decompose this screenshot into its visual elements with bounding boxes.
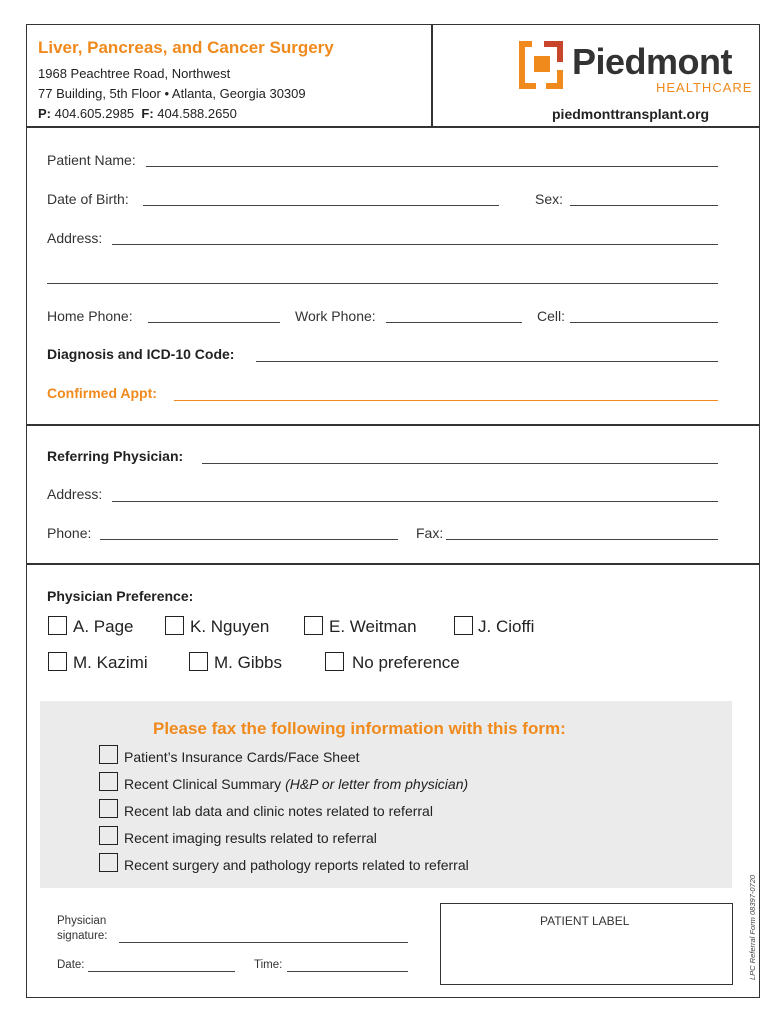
option-a-page: A. Page [73, 617, 134, 636]
confirmed-appt-label: Confirmed Appt: [47, 385, 157, 401]
referring-address-label: Address: [47, 486, 103, 502]
section-divider-2 [26, 563, 760, 565]
referring-fax-field[interactable] [446, 539, 718, 540]
option-m-gibbs: M. Gibbs [214, 653, 283, 672]
date-label: Date: [57, 959, 85, 971]
option-k-nguyen: K. Nguyen [190, 617, 270, 636]
sex-field[interactable] [570, 205, 718, 206]
time-field[interactable] [287, 971, 408, 972]
phone-label: P: [38, 106, 51, 121]
address-line-2: 77 Building, 5th Floor • Atlanta, Georgia 30309 [38, 86, 306, 101]
checkbox-lab-data[interactable] [99, 799, 118, 818]
patient-address-field[interactable] [112, 244, 718, 245]
confirmed-appt-field[interactable] [174, 400, 718, 401]
address-line-1: 1968 Peachtree Road, Northwest [38, 66, 231, 81]
signature-label-1: Physician [57, 915, 107, 927]
fax-info-title: Please fax the following information with this form: [153, 719, 566, 738]
checkbox-a-page[interactable] [48, 616, 67, 635]
checkbox-surgery-reports[interactable] [99, 853, 118, 872]
referring-address-field[interactable] [112, 501, 718, 502]
date-field[interactable] [88, 971, 235, 972]
patient-address-field-2[interactable] [47, 283, 718, 284]
patient-label-title: PATIENT LABEL [540, 914, 630, 928]
checkbox-imaging-results[interactable] [99, 826, 118, 845]
dob-label: Date of Birth: [47, 191, 129, 207]
fax-item-clinical-summary-note: (H&P or letter from physician) [285, 776, 469, 792]
work-phone-field[interactable] [386, 322, 522, 323]
fax-item-insurance-cards: Patient’s Insurance Cards/Face Sheet [124, 749, 360, 765]
checkbox-m-gibbs[interactable] [189, 652, 208, 671]
website-link[interactable]: piedmonttransplant.org [552, 106, 710, 122]
work-phone-label: Work Phone: [295, 308, 376, 324]
diagnosis-field[interactable] [256, 361, 718, 362]
phone-fax-line [38, 104, 334, 124]
option-e-weitman: E. Weitman [329, 617, 417, 636]
referring-physician-label: Referring Physician: [47, 448, 184, 464]
fax-item-clinical-summary-label: Recent Clinical Summary [124, 776, 282, 792]
diagnosis-label: Diagnosis and ICD-10 Code: [47, 346, 235, 362]
logo-subtitle: HEALTHCARE [656, 80, 753, 95]
option-no-preference: No preference [352, 653, 460, 672]
patient-name-label: Patient Name: [47, 152, 136, 168]
fax-item-surgery-reports: Recent surgery and pathology reports related to referral [124, 857, 469, 873]
fax-number: 404.588.2650 [157, 106, 237, 121]
checkbox-no-preference[interactable] [325, 652, 344, 671]
department-title: Liver, Pancreas, and Cancer Surgery [38, 38, 334, 57]
section-divider-1 [26, 424, 760, 426]
cell-label: Cell: [537, 308, 566, 324]
fax-item-imaging-results: Recent imaging results related to referral [124, 830, 377, 846]
patient-name-field[interactable] [146, 166, 718, 167]
patient-address-label: Address: [47, 230, 103, 246]
option-j-cioffi: J. Cioffi [478, 617, 535, 636]
header-divider [431, 24, 433, 126]
fax-item-lab-data: Recent lab data and clinic notes related to referral [124, 803, 433, 819]
referring-physician-field[interactable] [202, 463, 718, 464]
checkbox-m-kazimi[interactable] [48, 652, 67, 671]
signature-label-2: signature: [57, 930, 108, 942]
fax-item-clinical-summary [124, 776, 468, 792]
home-phone-field[interactable] [148, 322, 280, 323]
logo-wordmark: Piedmont [572, 41, 733, 82]
fax-label: F: [141, 106, 154, 121]
form-code: LPC Referral Form 08397-0720 [748, 874, 757, 980]
header-contact [38, 38, 334, 124]
checkbox-insurance-cards[interactable] [99, 745, 118, 764]
dob-field[interactable] [143, 205, 499, 206]
cell-field[interactable] [570, 322, 718, 323]
checkbox-clinical-summary[interactable] [99, 772, 118, 791]
referring-fax-label: Fax: [416, 525, 444, 541]
referring-phone-field[interactable] [100, 539, 398, 540]
option-m-kazimi: M. Kazimi [73, 653, 148, 672]
physician-preference-title: Physician Preference: [47, 588, 194, 604]
sex-label: Sex: [535, 191, 564, 207]
header-bottom-rule [26, 126, 760, 128]
home-phone-label: Home Phone: [47, 308, 133, 324]
signature-field[interactable] [119, 942, 408, 943]
checkbox-e-weitman[interactable] [304, 616, 323, 635]
piedmont-logo [518, 40, 753, 95]
checkbox-k-nguyen[interactable] [165, 616, 184, 635]
time-label: Time: [254, 959, 283, 971]
phone-number: 404.605.2985 [54, 106, 135, 121]
referring-phone-label: Phone: [47, 525, 92, 541]
checkbox-j-cioffi[interactable] [454, 616, 473, 635]
piedmont-logo-mark-icon [518, 40, 566, 90]
